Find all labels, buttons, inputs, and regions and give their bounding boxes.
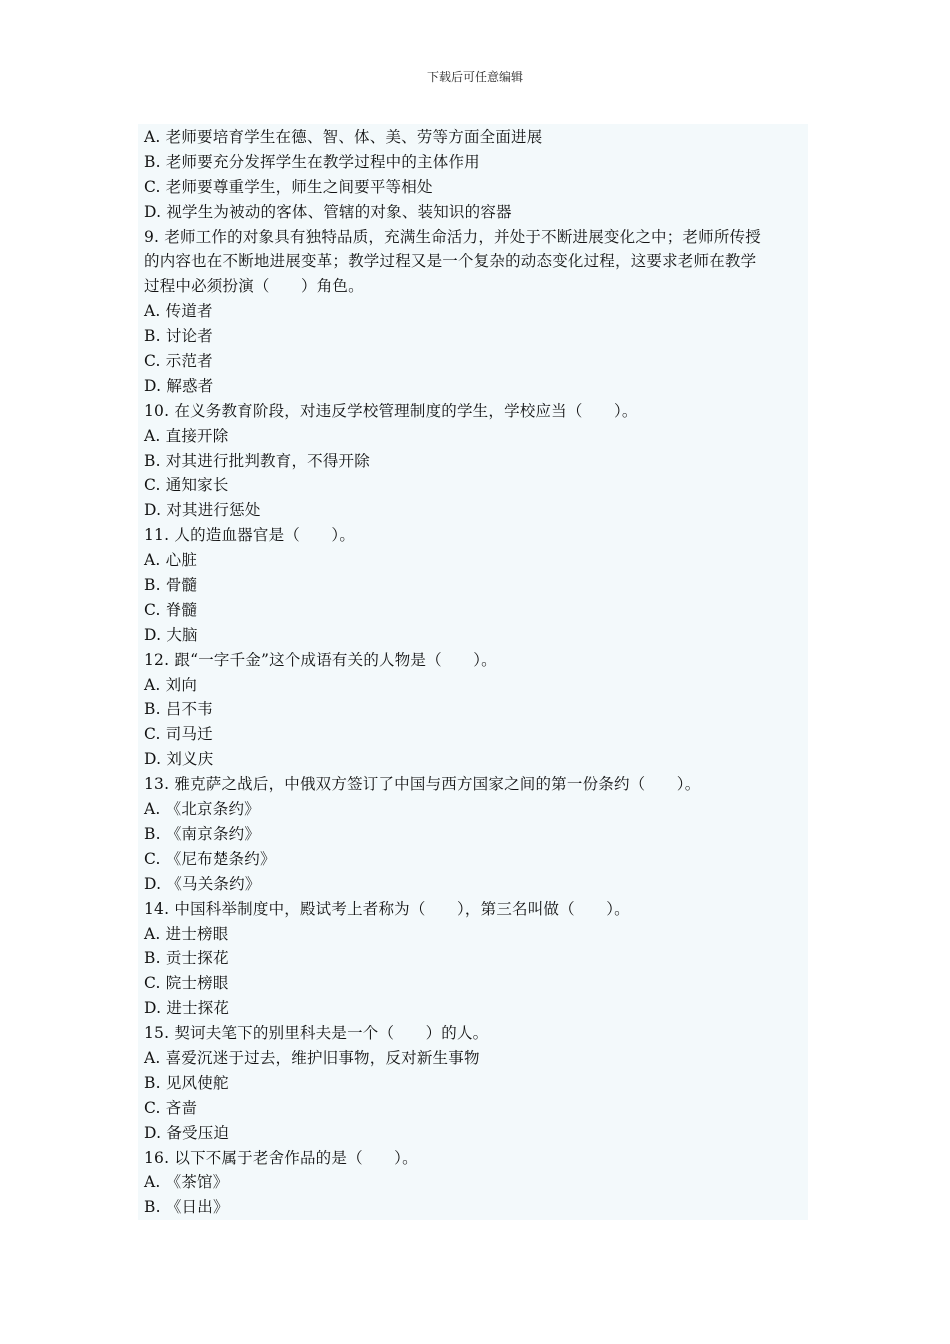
option-line: D. 对其进行惩处: [144, 501, 261, 520]
option-line: A. 喜爱沉迷于过去，维护旧事物，反对新生事物: [144, 1048, 480, 1067]
option-line: A. 刘向: [144, 675, 198, 694]
question-line: 的内容也在不断地进展变革；教学过程又是一个复杂的动态变化过程，这要求老师在教学: [144, 252, 757, 271]
question-line: 过程中必须扮演（ ）角色。: [144, 277, 364, 296]
question-line: 15. 契诃夫笔下的别里科夫是一个（ ）的人。: [144, 1024, 489, 1043]
question-line: 13. 雅克萨之战后，中俄双方签订了中国与西方国家之间的第一份条约（ ）。: [144, 775, 701, 794]
option-line: C. 司马迁: [144, 725, 213, 744]
option-line: D. 大脑: [144, 625, 198, 644]
option-line: C. 吝啬: [144, 1098, 198, 1117]
option-line: C. 《尼布楚条约》: [144, 849, 276, 868]
question-line: 9. 老师工作的对象具有独特品质，充满生命活力，并处于不断进展变化之中；老师所传授: [144, 227, 761, 246]
option-line: D. 视学生为被动的客体、管辖的对象、装知识的容器: [144, 202, 512, 221]
option-line: C. 老师要尊重学生，师生之间要平等相处: [144, 177, 433, 196]
option-line: D. 解惑者: [144, 376, 214, 395]
option-line: A. 《北京条约》: [144, 800, 260, 819]
option-line: A. 传道者: [144, 302, 213, 321]
option-line: B. 老师要充分发挥学生在教学过程中的主体作用: [144, 152, 480, 171]
document-body: [138, 124, 808, 1220]
option-line: D. 刘义庆: [144, 750, 214, 769]
option-line: B. 见风使舵: [144, 1073, 229, 1092]
question-line: 12. 跟“一字千金”这个成语有关的人物是（ ）。: [144, 650, 497, 669]
option-line: B. 吕不韦: [144, 700, 213, 719]
option-line: C. 院士榜眼: [144, 974, 229, 993]
option-line: A. 直接开除: [144, 426, 229, 445]
option-line: B. 讨论者: [144, 327, 213, 346]
option-line: A. 心脏: [144, 551, 198, 570]
option-line: B. 《日出》: [144, 1198, 229, 1217]
option-line: B. 骨髓: [144, 576, 198, 595]
option-line: C. 脊髓: [144, 600, 198, 619]
option-line: A. 老师要培育学生在德、智、体、美、劳等方面全面进展: [144, 128, 543, 146]
page-header: 下载后可任意编辑: [426, 70, 523, 84]
option-line: D. 进士探花: [144, 999, 230, 1018]
question-line: 14. 中国科举制度中，殿试考上者称为（ ），第三名叫做（ ）。: [144, 899, 630, 918]
option-line: C. 示范者: [144, 352, 213, 371]
option-line: B. 贡士探花: [144, 949, 229, 968]
option-line: A. 进士榜眼: [144, 924, 229, 943]
option-line: C. 通知家长: [144, 476, 229, 495]
question-line: 10. 在义务教育阶段，对违反学校管理制度的学生，学校应当（ ）。: [144, 401, 638, 420]
option-line: A. 《茶馆》: [144, 1173, 229, 1192]
option-line: D. 备受压迫: [144, 1123, 230, 1142]
option-line: B. 对其进行批判教育，不得开除: [144, 451, 370, 470]
question-line: 16. 以下不属于老舍作品的是（ ）。: [144, 1148, 418, 1167]
option-line: B. 《南京条约》: [144, 824, 261, 843]
option-line: D. 《马关条约》: [144, 874, 261, 893]
question-line: 11. 人的造血器官是（ ）。: [144, 526, 356, 545]
